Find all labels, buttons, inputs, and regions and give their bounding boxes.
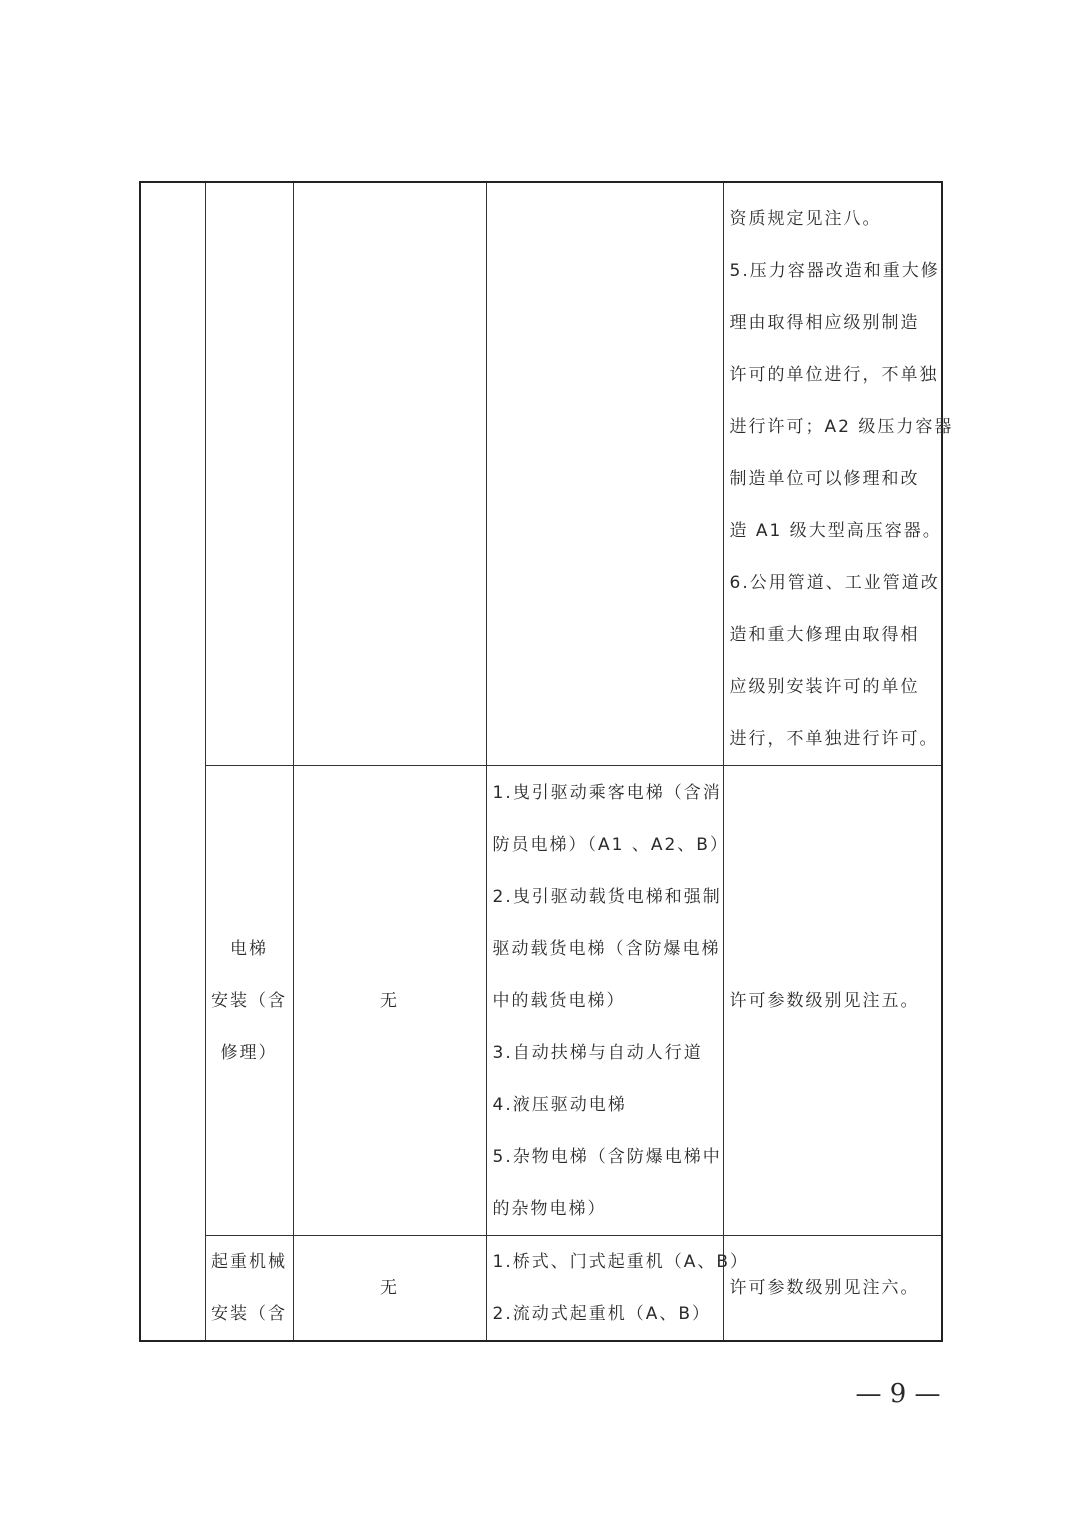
auxiliary-text: 无 (380, 1278, 399, 1298)
note-cell (723, 182, 954, 766)
scope-line: 1.曳引驱动乘客电梯（含消 (492, 782, 722, 803)
note-line: 理由取得相应级别制造 (729, 313, 920, 333)
scope-line: 5.杂物电梯（含防爆电梯中 (492, 1146, 722, 1167)
note-line: 造 A1 级大型高压容器。 (729, 521, 942, 541)
project-name: 起重机械 安装（含 (211, 1252, 287, 1324)
scope-line: 2.曳引驱动载货电梯和强制 (492, 886, 722, 907)
category-cell (140, 182, 205, 1341)
project-name: 电梯 安装（含 修理） (211, 938, 287, 1063)
license-table (139, 181, 954, 1342)
note-cell (723, 1236, 942, 1342)
note-line: 资质规定见注八。 (729, 209, 882, 229)
note-text (724, 975, 942, 1027)
scope-line: 的杂物电梯） (492, 1198, 607, 1219)
scope-line: 1.桥式、门式起重机（A、B） (492, 1252, 750, 1272)
scope-line: 驱动载货电梯（含防爆电梯 (492, 938, 721, 959)
scope-line: 2.流动式起重机（A、B） (492, 1304, 712, 1324)
scope-cell (486, 1236, 750, 1342)
scope-text (487, 767, 729, 1235)
note-line: 造和重大修理由取得相 (729, 625, 920, 645)
scope-line: 防员电梯）（A1 、A2、B） (492, 834, 729, 855)
note-line: 进行，不单独进行许可。 (729, 729, 939, 749)
auxiliary-cell (293, 766, 486, 1236)
page-number: — 9 — (855, 1379, 941, 1409)
scope-line: 3.自动扶梯与自动人行道 (492, 1042, 703, 1063)
project-name-cell (205, 766, 293, 1236)
note-cell (723, 766, 942, 1236)
auxiliary-cell (293, 182, 486, 766)
note-line: 许可的单位进行，不单独 (729, 365, 939, 385)
table-row (140, 182, 942, 766)
note-text (724, 183, 954, 765)
table-row (140, 1236, 942, 1342)
note-line: 进行许可；A2 级压力容器 (729, 417, 954, 437)
note-line: 6.公用管道、工业管道改 (729, 573, 940, 593)
scope-line: 4.液压驱动电梯 (492, 1094, 627, 1115)
auxiliary-text: 无 (380, 990, 399, 1011)
project-name-cell (205, 1236, 293, 1342)
scope-cell (486, 766, 729, 1236)
note-text (724, 1262, 942, 1314)
note-line: 制造单位可以修理和改 (729, 469, 920, 489)
note-line: 许可参数级别见注五。 (729, 990, 920, 1011)
scope-line: 中的载货电梯） (492, 990, 626, 1011)
scope-text (487, 1236, 750, 1340)
project-name-cell (205, 182, 293, 766)
note-line: 应级别安装许可的单位 (729, 677, 920, 697)
note-line: 许可参数级别见注六。 (729, 1278, 920, 1298)
auxiliary-cell (293, 1236, 486, 1342)
note-line: 5.压力容器改造和重大修 (729, 261, 940, 281)
table-row (140, 766, 942, 1236)
scope-cell (486, 182, 723, 766)
